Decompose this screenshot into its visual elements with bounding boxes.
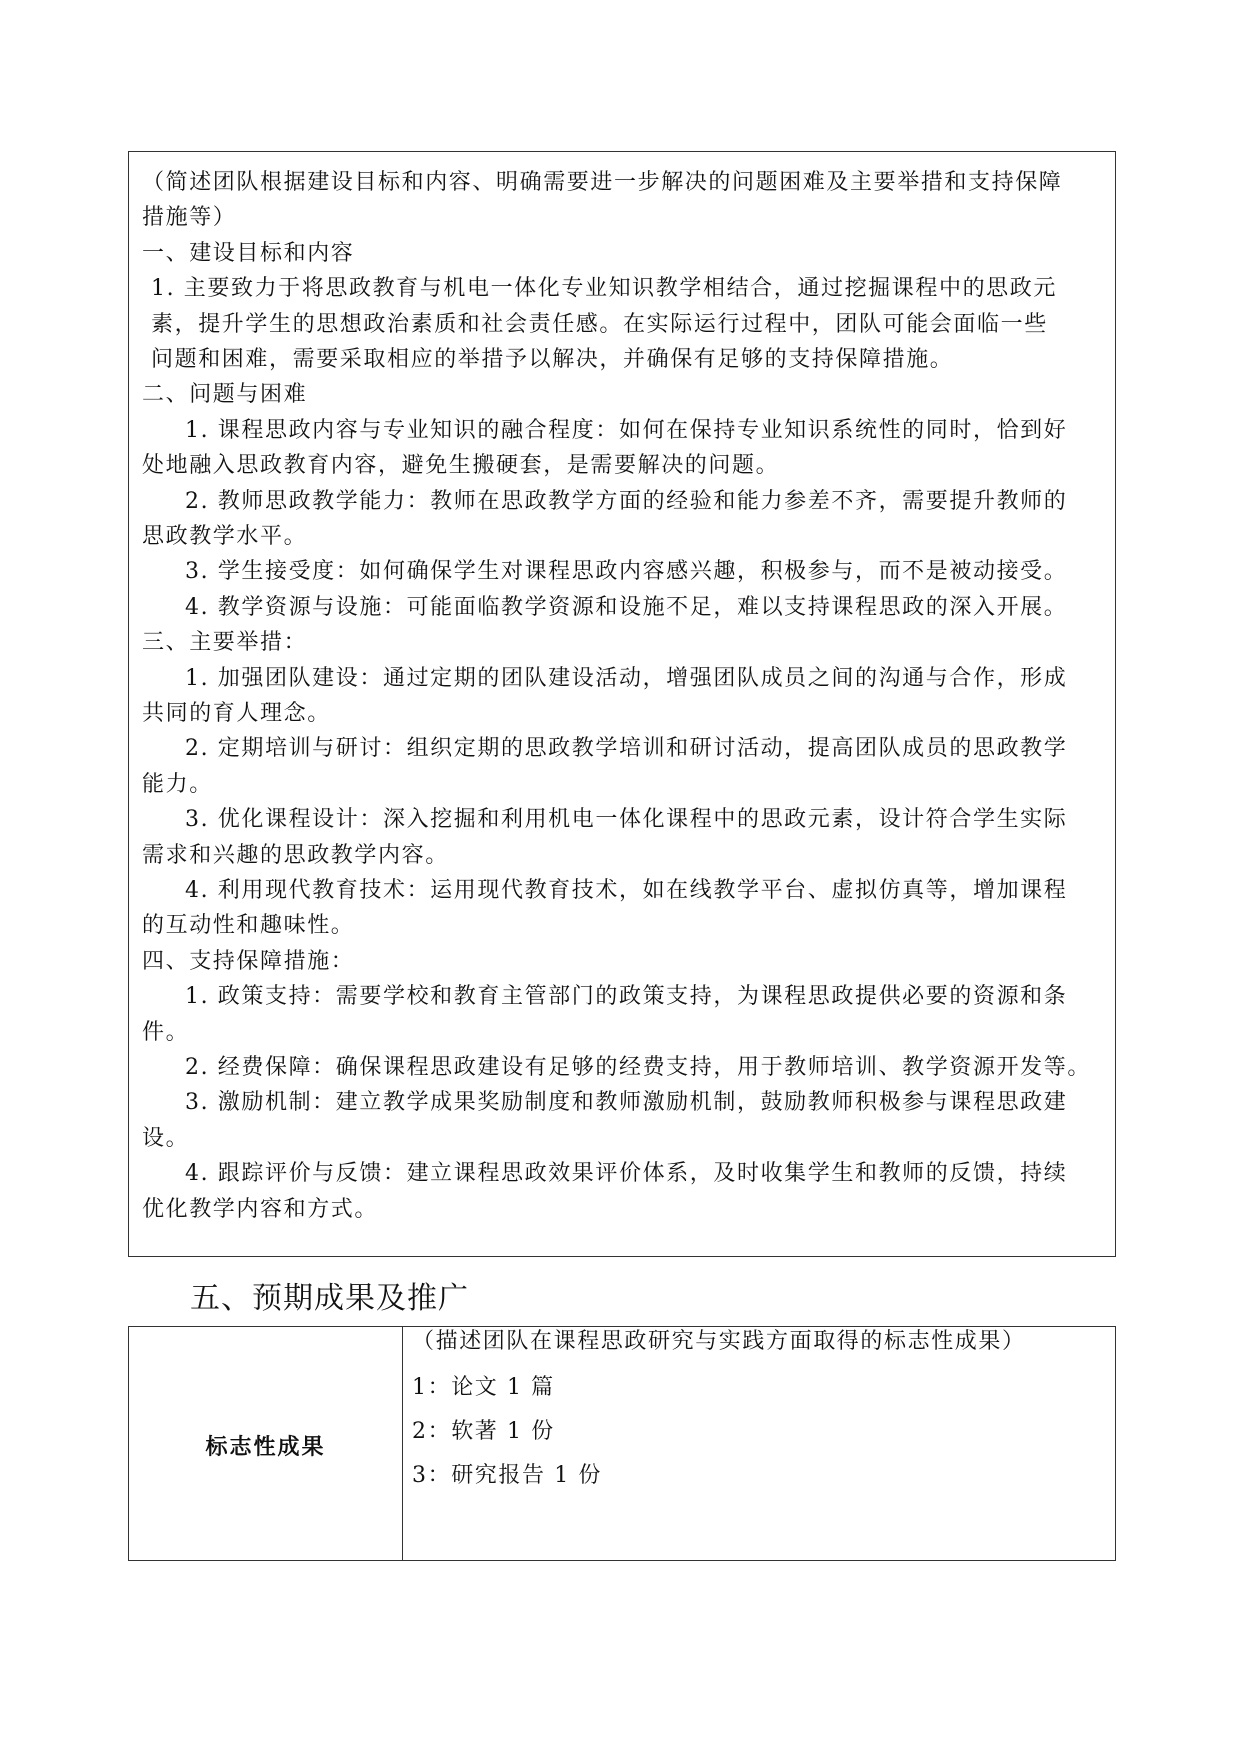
section-box (128, 151, 1116, 1257)
text-line: 三、主要举措： (142, 630, 308, 656)
text-line: 措施等） (142, 205, 237, 231)
text-line: 能力。 (142, 771, 213, 797)
text-line: 4. 教学资源与设施：可能面临教学资源和设施不足，难以支持课程思政的深入开展。 (185, 594, 1068, 620)
text-line: 处地融入思政教育内容，避免生搬硬套，是需要解决的问题。 (142, 453, 780, 479)
outcome-line: 1：论文 1 篇 (412, 1375, 555, 1400)
outcome-line: （描述团队在课程思政研究与实践方面取得的标志性成果） (412, 1329, 1026, 1354)
text-line: 的互动性和趣味性。 (142, 913, 355, 939)
text-line: 问题和困难，需要采取相应的举措予以解决，并确保有足够的支持保障措施。 (151, 347, 954, 372)
text-line: 共同的育人理念。 (142, 701, 331, 726)
text-line: 3. 优化课程设计：深入挖掘和利用机电一体化课程中的思政元素，设计符合学生实际 (185, 807, 1068, 833)
text-line: 思政教学水平。 (142, 524, 308, 549)
text-line: 四、支持保障措施： (142, 948, 355, 974)
outcome-line: 2：软著 1 份 (412, 1419, 555, 1444)
text-line: （简述团队根据建设目标和内容、明确需要进一步解决的问题困难及主要举措和支持保障 (142, 170, 1063, 195)
text-line: 1. 政策支持：需要学校和教育主管部门的政策支持，为课程思政提供必要的资源和条 (185, 984, 1068, 1010)
text-line: 件。 (142, 1019, 190, 1045)
table-divider (402, 1327, 403, 1560)
text-line: 3. 激励机制：建立教学成果奖励制度和教师激励机制，鼓励教师积极参与课程思政建 (185, 1090, 1068, 1116)
outcomes-table (128, 1326, 1116, 1561)
text-line: 需求和兴趣的思政教学内容。 (142, 842, 449, 868)
text-line: 2. 经费保障：确保课程思政建设有足够的经费支持，用于教师培训、教学资源开发等。 (185, 1055, 1091, 1080)
text-line: 4. 利用现代教育技术：运用现代教育技术，如在线教学平台、虚拟仿真等，增加课程 (185, 878, 1068, 903)
text-line: 一、建设目标和内容 (142, 240, 355, 266)
outcome-line: 3：研究报告 1 份 (412, 1463, 602, 1488)
text-line: 2. 教师思政教学能力：教师在思政教学方面的经验和能力参差不齐，需要提升教师的 (185, 488, 1068, 514)
text-line: 2. 定期培训与研讨：组织定期的思政教学培训和研讨活动，提高团队成员的思政教学 (185, 736, 1068, 762)
text-line: 1. 主要致力于将思政教育与机电一体化专业知识教学相结合，通过挖掘课程中的思政元 (151, 276, 1057, 302)
section-heading: 五、预期成果及推广 (190, 1281, 469, 1316)
text-line: 1. 加强团队建设：通过定期的团队建设活动，增强团队成员之间的沟通与合作，形成 (185, 665, 1068, 691)
text-line: 3. 学生接受度：如何确保学生对课程思政内容感兴趣，积极参与，而不是被动接受。 (185, 559, 1068, 585)
text-line: 二、问题与困难 (142, 382, 308, 408)
text-line: 设。 (142, 1125, 190, 1151)
text-line: 4. 跟踪评价与反馈：建立课程思政效果评价体系，及时收集学生和教师的反馈，持续 (185, 1161, 1068, 1187)
text-line: 优化教学内容和方式。 (142, 1196, 379, 1222)
text-line: 1. 课程思政内容与专业知识的融合程度：如何在保持专业知识系统性的同时，恰到好 (185, 417, 1068, 443)
outcomes-label: 标志性成果 (205, 1434, 326, 1460)
text-line: 素，提升学生的思想政治素质和社会责任感。在实际运行过程中，团队可能会面临一些 (151, 311, 1048, 337)
